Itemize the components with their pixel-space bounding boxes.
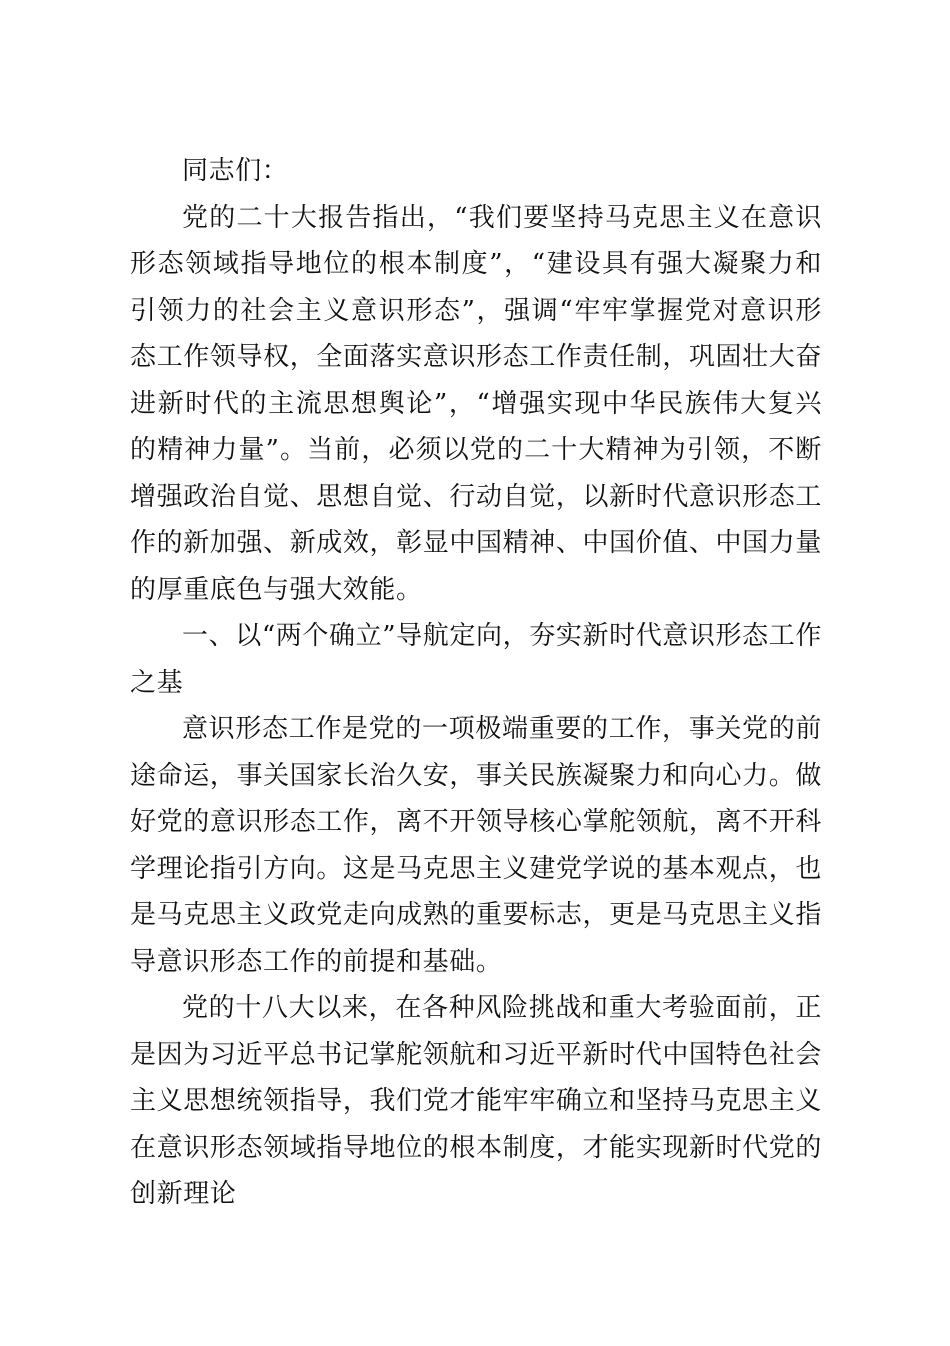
paragraph-intro: 党的二十大报告指出，“我们要坚持马克思主义在意识形态领域指导地位的根本制度”，“建设具有强大凝聚力和引领力的社会主义意识形态”，强调“牢牢掌握党对意识形态工作领导权，全面落实意识形态工作责任制，巩固壮大奋进新时代的主流思想舆论”，“增强实现中华民族伟大复兴的精神力量”。当前，必须以党的二十大精神为引领，不断增强政治自觉、思想自觉、行动自觉，以新时代意识形态工作的新加强、新成效，彰显中国精神、中国价值、中国力量的厚重底色与强大效能。 [130,202,822,605]
paragraph-since-18th-congress: 党的十八大以来，在各种风险挑战和重大考验面前，正是因为习近平总书记掌舵领航和习近平新时代中国特色社会主义思想统领指导，我们党才能牢牢确立和坚持马克思主义在意识形态领域指导地位的根本制度，才能实现新时代党的创新理论 [130,993,822,1209]
paragraph-ideology-work: 意识形态工作是党的一项极端重要的工作，事关党的前途命运，事关国家长治久安，事关民族凝聚力和向心力。做好党的意识形态工作，离不开领导核心掌舵领航，离不开科学理论指引方向。这是马克思主义建党学说的基本观点，也是马克思主义政党走向成熟的重要标志，更是马克思主义指导意识形态工作的前提和基础。 [130,714,822,977]
section-heading-1: 一、以“两个确立”导航定向，夯实新时代意识形态工作之基 [130,621,822,698]
salutation: 同志们： [182,156,289,186]
document-body [130,148,822,1218]
